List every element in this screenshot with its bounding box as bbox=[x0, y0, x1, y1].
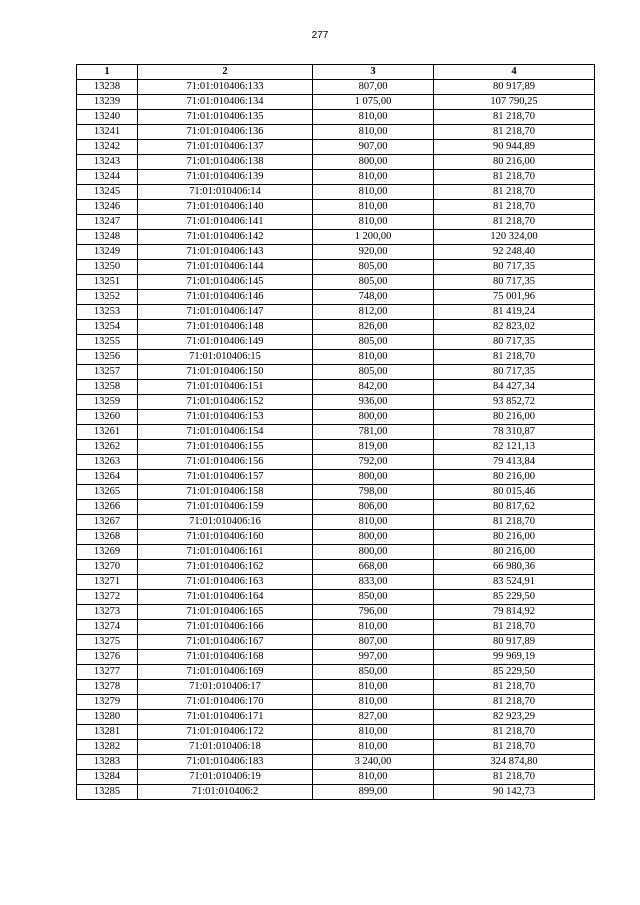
row-number-cell: 13249 bbox=[77, 245, 138, 260]
cadastral-number-cell: 71:01:010406:157 bbox=[138, 470, 313, 485]
area-cell: 850,00 bbox=[313, 590, 434, 605]
value-cell: 80 717,35 bbox=[434, 335, 595, 350]
cadastral-number-cell: 71:01:010406:165 bbox=[138, 605, 313, 620]
cadastral-number-cell: 71:01:010406:170 bbox=[138, 695, 313, 710]
cadastral-number-cell: 71:01:010406:148 bbox=[138, 320, 313, 335]
cadastral-number-cell: 71:01:010406:164 bbox=[138, 590, 313, 605]
row-number-cell: 13252 bbox=[77, 290, 138, 305]
row-number-cell: 13274 bbox=[77, 620, 138, 635]
value-cell: 81 218,70 bbox=[434, 680, 595, 695]
row-number-cell: 13275 bbox=[77, 635, 138, 650]
value-cell: 90 944,89 bbox=[434, 140, 595, 155]
cadastral-number-cell: 71:01:010406:137 bbox=[138, 140, 313, 155]
column-header-4: 4 bbox=[434, 65, 595, 80]
area-cell: 899,00 bbox=[313, 785, 434, 800]
cadastral-number-cell: 71:01:010406:19 bbox=[138, 770, 313, 785]
area-cell: 810,00 bbox=[313, 125, 434, 140]
area-cell: 850,00 bbox=[313, 665, 434, 680]
cadastral-number-cell: 71:01:010406:147 bbox=[138, 305, 313, 320]
table-row bbox=[77, 95, 595, 110]
row-number-cell: 13258 bbox=[77, 380, 138, 395]
area-cell: 798,00 bbox=[313, 485, 434, 500]
value-cell: 99 969,19 bbox=[434, 650, 595, 665]
cadastral-number-cell: 71:01:010406:158 bbox=[138, 485, 313, 500]
value-cell: 81 419,24 bbox=[434, 305, 595, 320]
table-row bbox=[77, 350, 595, 365]
cadastral-number-cell: 71:01:010406:150 bbox=[138, 365, 313, 380]
cadastral-number-cell: 71:01:010406:159 bbox=[138, 500, 313, 515]
row-number-cell: 13250 bbox=[77, 260, 138, 275]
value-cell: 80 015,46 bbox=[434, 485, 595, 500]
row-number-cell: 13251 bbox=[77, 275, 138, 290]
table-row bbox=[77, 725, 595, 740]
cadastral-number-cell: 71:01:010406:136 bbox=[138, 125, 313, 140]
value-cell: 80 216,00 bbox=[434, 470, 595, 485]
area-cell: 810,00 bbox=[313, 215, 434, 230]
table-row bbox=[77, 230, 595, 245]
area-cell: 833,00 bbox=[313, 575, 434, 590]
value-cell: 82 121,13 bbox=[434, 440, 595, 455]
row-number-cell: 13242 bbox=[77, 140, 138, 155]
table-row bbox=[77, 500, 595, 515]
area-cell: 997,00 bbox=[313, 650, 434, 665]
value-cell: 81 218,70 bbox=[434, 170, 595, 185]
table-row bbox=[77, 110, 595, 125]
value-cell: 83 524,91 bbox=[434, 575, 595, 590]
row-number-cell: 13262 bbox=[77, 440, 138, 455]
row-number-cell: 13264 bbox=[77, 470, 138, 485]
value-cell: 80 216,00 bbox=[434, 155, 595, 170]
value-cell: 81 218,70 bbox=[434, 695, 595, 710]
area-cell: 3 240,00 bbox=[313, 755, 434, 770]
area-cell: 907,00 bbox=[313, 140, 434, 155]
row-number-cell: 13267 bbox=[77, 515, 138, 530]
value-cell: 78 310,87 bbox=[434, 425, 595, 440]
cadastral-number-cell: 71:01:010406:172 bbox=[138, 725, 313, 740]
cadastral-number-cell: 71:01:010406:140 bbox=[138, 200, 313, 215]
area-cell: 796,00 bbox=[313, 605, 434, 620]
row-number-cell: 13265 bbox=[77, 485, 138, 500]
cadastral-number-cell: 71:01:010406:139 bbox=[138, 170, 313, 185]
value-cell: 90 142,73 bbox=[434, 785, 595, 800]
cadastral-number-cell: 71:01:010406:162 bbox=[138, 560, 313, 575]
cadastral-number-cell: 71:01:010406:2 bbox=[138, 785, 313, 800]
area-cell: 826,00 bbox=[313, 320, 434, 335]
table-row bbox=[77, 125, 595, 140]
row-number-cell: 13257 bbox=[77, 365, 138, 380]
row-number-cell: 13278 bbox=[77, 680, 138, 695]
row-number-cell: 13241 bbox=[77, 125, 138, 140]
table-row bbox=[77, 305, 595, 320]
value-cell: 81 218,70 bbox=[434, 200, 595, 215]
cadastral-number-cell: 71:01:010406:156 bbox=[138, 455, 313, 470]
value-cell: 81 218,70 bbox=[434, 350, 595, 365]
row-number-cell: 13269 bbox=[77, 545, 138, 560]
value-cell: 80 817,62 bbox=[434, 500, 595, 515]
table-row bbox=[77, 575, 595, 590]
table-row bbox=[77, 140, 595, 155]
row-number-cell: 13270 bbox=[77, 560, 138, 575]
value-cell: 79 814,92 bbox=[434, 605, 595, 620]
area-cell: 807,00 bbox=[313, 80, 434, 95]
area-cell: 810,00 bbox=[313, 620, 434, 635]
cadastral-number-cell: 71:01:010406:152 bbox=[138, 395, 313, 410]
table-row bbox=[77, 605, 595, 620]
row-number-cell: 13273 bbox=[77, 605, 138, 620]
row-number-cell: 13282 bbox=[77, 740, 138, 755]
table-row bbox=[77, 740, 595, 755]
row-number-cell: 13266 bbox=[77, 500, 138, 515]
table-row bbox=[77, 470, 595, 485]
cadastral-number-cell: 71:01:010406:138 bbox=[138, 155, 313, 170]
area-cell: 800,00 bbox=[313, 470, 434, 485]
row-number-cell: 13271 bbox=[77, 575, 138, 590]
area-cell: 748,00 bbox=[313, 290, 434, 305]
row-number-cell: 13247 bbox=[77, 215, 138, 230]
area-cell: 810,00 bbox=[313, 185, 434, 200]
row-number-cell: 13248 bbox=[77, 230, 138, 245]
table-row bbox=[77, 680, 595, 695]
area-cell: 806,00 bbox=[313, 500, 434, 515]
table-body bbox=[77, 80, 595, 800]
value-cell: 80 717,35 bbox=[434, 260, 595, 275]
area-cell: 792,00 bbox=[313, 455, 434, 470]
table-row bbox=[77, 485, 595, 500]
table-row bbox=[77, 425, 595, 440]
page-number: 277 bbox=[311, 30, 329, 41]
column-header-3: 3 bbox=[313, 65, 434, 80]
cadastral-number-cell: 71:01:010406:160 bbox=[138, 530, 313, 545]
area-cell: 810,00 bbox=[313, 170, 434, 185]
value-cell: 81 218,70 bbox=[434, 125, 595, 140]
table-row bbox=[77, 785, 595, 800]
cadastral-number-cell: 71:01:010406:166 bbox=[138, 620, 313, 635]
row-number-cell: 13260 bbox=[77, 410, 138, 425]
area-cell: 805,00 bbox=[313, 260, 434, 275]
table-row bbox=[77, 530, 595, 545]
cadastral-number-cell: 71:01:010406:167 bbox=[138, 635, 313, 650]
column-header-1: 1 bbox=[77, 65, 138, 80]
value-cell: 80 216,00 bbox=[434, 530, 595, 545]
area-cell: 936,00 bbox=[313, 395, 434, 410]
row-number-cell: 13243 bbox=[77, 155, 138, 170]
area-cell: 810,00 bbox=[313, 770, 434, 785]
area-cell: 810,00 bbox=[313, 725, 434, 740]
table-row bbox=[77, 155, 595, 170]
area-cell: 819,00 bbox=[313, 440, 434, 455]
row-number-cell: 13253 bbox=[77, 305, 138, 320]
cadastral-number-cell: 71:01:010406:183 bbox=[138, 755, 313, 770]
row-number-cell: 13240 bbox=[77, 110, 138, 125]
table-row bbox=[77, 290, 595, 305]
cadastral-number-cell: 71:01:010406:133 bbox=[138, 80, 313, 95]
table-row bbox=[77, 635, 595, 650]
value-cell: 92 248,40 bbox=[434, 245, 595, 260]
row-number-cell: 13256 bbox=[77, 350, 138, 365]
area-cell: 800,00 bbox=[313, 410, 434, 425]
row-number-cell: 13281 bbox=[77, 725, 138, 740]
cadastral-number-cell: 71:01:010406:141 bbox=[138, 215, 313, 230]
value-cell: 81 218,70 bbox=[434, 620, 595, 635]
row-number-cell: 13284 bbox=[77, 770, 138, 785]
area-cell: 805,00 bbox=[313, 335, 434, 350]
value-cell: 80 216,00 bbox=[434, 410, 595, 425]
value-cell: 120 324,00 bbox=[434, 230, 595, 245]
header-row bbox=[77, 65, 595, 80]
row-number-cell: 13255 bbox=[77, 335, 138, 350]
table-row bbox=[77, 410, 595, 425]
row-number-cell: 13261 bbox=[77, 425, 138, 440]
cadastral-number-cell: 71:01:010406:135 bbox=[138, 110, 313, 125]
value-cell: 85 229,50 bbox=[434, 590, 595, 605]
table-row bbox=[77, 770, 595, 785]
cadastral-number-cell: 71:01:010406:161 bbox=[138, 545, 313, 560]
table-row bbox=[77, 665, 595, 680]
row-number-cell: 13246 bbox=[77, 200, 138, 215]
value-cell: 85 229,50 bbox=[434, 665, 595, 680]
area-cell: 800,00 bbox=[313, 545, 434, 560]
area-cell: 810,00 bbox=[313, 680, 434, 695]
row-number-cell: 13277 bbox=[77, 665, 138, 680]
area-cell: 812,00 bbox=[313, 305, 434, 320]
cadastral-number-cell: 71:01:010406:154 bbox=[138, 425, 313, 440]
area-cell: 810,00 bbox=[313, 515, 434, 530]
area-cell: 810,00 bbox=[313, 110, 434, 125]
row-number-cell: 13263 bbox=[77, 455, 138, 470]
table-row bbox=[77, 170, 595, 185]
value-cell: 80 917,89 bbox=[434, 80, 595, 95]
registry-table bbox=[76, 64, 595, 800]
table-row bbox=[77, 755, 595, 770]
row-number-cell: 13276 bbox=[77, 650, 138, 665]
row-number-cell: 13239 bbox=[77, 95, 138, 110]
area-cell: 781,00 bbox=[313, 425, 434, 440]
area-cell: 807,00 bbox=[313, 635, 434, 650]
value-cell: 81 218,70 bbox=[434, 770, 595, 785]
table-row bbox=[77, 260, 595, 275]
table-row bbox=[77, 245, 595, 260]
value-cell: 80 216,00 bbox=[434, 545, 595, 560]
area-cell: 810,00 bbox=[313, 200, 434, 215]
area-cell: 668,00 bbox=[313, 560, 434, 575]
cadastral-number-cell: 71:01:010406:149 bbox=[138, 335, 313, 350]
row-number-cell: 13268 bbox=[77, 530, 138, 545]
table-row bbox=[77, 545, 595, 560]
value-cell: 82 823,02 bbox=[434, 320, 595, 335]
area-cell: 827,00 bbox=[313, 710, 434, 725]
cadastral-number-cell: 71:01:010406:144 bbox=[138, 260, 313, 275]
cadastral-number-cell: 71:01:010406:163 bbox=[138, 575, 313, 590]
cadastral-number-cell: 71:01:010406:15 bbox=[138, 350, 313, 365]
value-cell: 81 218,70 bbox=[434, 110, 595, 125]
value-cell: 107 790,25 bbox=[434, 95, 595, 110]
table-row bbox=[77, 380, 595, 395]
cadastral-number-cell: 71:01:010406:151 bbox=[138, 380, 313, 395]
table-row bbox=[77, 515, 595, 530]
row-number-cell: 13259 bbox=[77, 395, 138, 410]
area-cell: 920,00 bbox=[313, 245, 434, 260]
row-number-cell: 13283 bbox=[77, 755, 138, 770]
value-cell: 84 427,34 bbox=[434, 380, 595, 395]
row-number-cell: 13238 bbox=[77, 80, 138, 95]
row-number-cell: 13279 bbox=[77, 695, 138, 710]
cadastral-number-cell: 71:01:010406:146 bbox=[138, 290, 313, 305]
table-row bbox=[77, 590, 595, 605]
area-cell: 1 075,00 bbox=[313, 95, 434, 110]
area-cell: 800,00 bbox=[313, 155, 434, 170]
value-cell: 82 923,29 bbox=[434, 710, 595, 725]
table-row bbox=[77, 620, 595, 635]
value-cell: 66 980,36 bbox=[434, 560, 595, 575]
cadastral-number-cell: 71:01:010406:155 bbox=[138, 440, 313, 455]
table-row bbox=[77, 320, 595, 335]
cadastral-number-cell: 71:01:010406:18 bbox=[138, 740, 313, 755]
cadastral-number-cell: 71:01:010406:145 bbox=[138, 275, 313, 290]
table-row bbox=[77, 185, 595, 200]
table-row bbox=[77, 560, 595, 575]
value-cell: 324 874,80 bbox=[434, 755, 595, 770]
value-cell: 81 218,70 bbox=[434, 185, 595, 200]
table-row bbox=[77, 80, 595, 95]
value-cell: 79 413,84 bbox=[434, 455, 595, 470]
area-cell: 810,00 bbox=[313, 350, 434, 365]
area-cell: 800,00 bbox=[313, 530, 434, 545]
value-cell: 75 001,96 bbox=[434, 290, 595, 305]
table-row bbox=[77, 455, 595, 470]
cadastral-number-cell: 71:01:010406:171 bbox=[138, 710, 313, 725]
table-row bbox=[77, 200, 595, 215]
area-cell: 1 200,00 bbox=[313, 230, 434, 245]
area-cell: 805,00 bbox=[313, 365, 434, 380]
value-cell: 81 218,70 bbox=[434, 725, 595, 740]
cadastral-number-cell: 71:01:010406:142 bbox=[138, 230, 313, 245]
table-row bbox=[77, 395, 595, 410]
cadastral-number-cell: 71:01:010406:169 bbox=[138, 665, 313, 680]
value-cell: 81 218,70 bbox=[434, 740, 595, 755]
table-row bbox=[77, 440, 595, 455]
area-cell: 810,00 bbox=[313, 740, 434, 755]
area-cell: 805,00 bbox=[313, 275, 434, 290]
area-cell: 810,00 bbox=[313, 695, 434, 710]
row-number-cell: 13245 bbox=[77, 185, 138, 200]
table-row bbox=[77, 710, 595, 725]
cadastral-number-cell: 71:01:010406:134 bbox=[138, 95, 313, 110]
row-number-cell: 13272 bbox=[77, 590, 138, 605]
table-row bbox=[77, 650, 595, 665]
value-cell: 80 717,35 bbox=[434, 365, 595, 380]
table-row bbox=[77, 365, 595, 380]
table-header bbox=[77, 65, 595, 80]
column-header-2: 2 bbox=[138, 65, 313, 80]
cadastral-number-cell: 71:01:010406:16 bbox=[138, 515, 313, 530]
value-cell: 81 218,70 bbox=[434, 215, 595, 230]
row-number-cell: 13280 bbox=[77, 710, 138, 725]
area-cell: 842,00 bbox=[313, 380, 434, 395]
cadastral-number-cell: 71:01:010406:153 bbox=[138, 410, 313, 425]
row-number-cell: 13285 bbox=[77, 785, 138, 800]
cadastral-number-cell: 71:01:010406:168 bbox=[138, 650, 313, 665]
table-row bbox=[77, 215, 595, 230]
value-cell: 80 717,35 bbox=[434, 275, 595, 290]
value-cell: 80 917,89 bbox=[434, 635, 595, 650]
value-cell: 93 852,72 bbox=[434, 395, 595, 410]
cadastral-number-cell: 71:01:010406:14 bbox=[138, 185, 313, 200]
row-number-cell: 13254 bbox=[77, 320, 138, 335]
table-row bbox=[77, 275, 595, 290]
row-number-cell: 13244 bbox=[77, 170, 138, 185]
table-row bbox=[77, 335, 595, 350]
cadastral-number-cell: 71:01:010406:17 bbox=[138, 680, 313, 695]
value-cell: 81 218,70 bbox=[434, 515, 595, 530]
cadastral-number-cell: 71:01:010406:143 bbox=[138, 245, 313, 260]
table-row bbox=[77, 695, 595, 710]
